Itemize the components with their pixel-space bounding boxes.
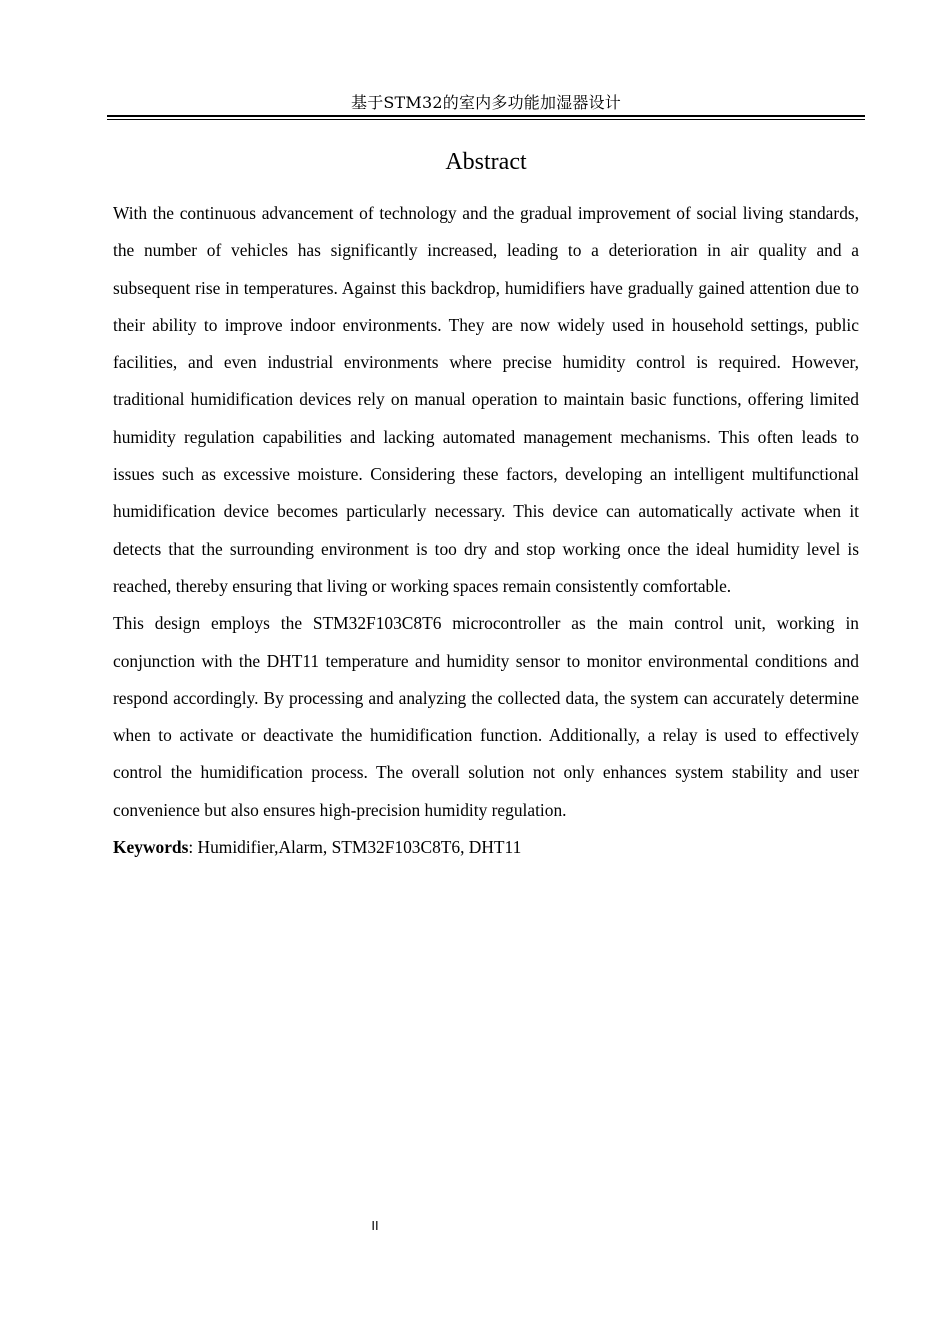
keywords-label: Keywords bbox=[113, 837, 189, 858]
header-rule-thick bbox=[107, 115, 865, 117]
keywords-line bbox=[113, 829, 859, 866]
abstract-body bbox=[113, 195, 859, 866]
keywords-value: Humidifier,Alarm, STM32F103C8T6, DHT11 bbox=[197, 837, 522, 858]
keywords-separator: : bbox=[188, 837, 198, 858]
running-header: 基于STM32的室内多功能加湿器设计 bbox=[351, 93, 621, 112]
abstract-paragraph-1: With the continuous advancement of technology and the gradual improvement of social living standards, the number of vehicles has significantly increased, leading to a deterioration in air quality and a subsequent rise in temperatures. Against this backdrop, humidifiers have gradually gained attention due to their ability to improve indoor environments. They are now widely used in household settings, public facilities, and even industrial environments where precise humidity control is required. However, traditional humidification devices rely on manual operation to maintain basic functions, offering limited humidity regulation capabilities and lacking automated management mechanisms. This often leads to issues such as excessive moisture. Considering these factors, developing an intelligent multifunctional humidification device becomes particularly necessary. This device can automatically activate when it detects that the surrounding environment is too dry and stop working once the ideal humidity level is reached, thereby ensuring that living or working spaces remain consistently comfortable. bbox=[113, 203, 859, 596]
header-rule-thin bbox=[107, 119, 865, 120]
abstract-paragraph-2: This design employs the STM32F103C8T6 microcontroller as the main control unit, working in conjunction with the DHT11 temperature and humidity sensor to monitor environmental conditions and respond accordingly. By processing and analyzing the collected data, the system can accurately determine when to activate or deactivate the humidification function. Additionally, a relay is used to effectively control the humidification process. The overall solution not only enhances system stability and user convenience but also ensures high-precision humidity regulation. bbox=[113, 613, 859, 820]
abstract-heading: Abstract bbox=[445, 149, 527, 175]
page-number: II bbox=[371, 1218, 379, 1233]
